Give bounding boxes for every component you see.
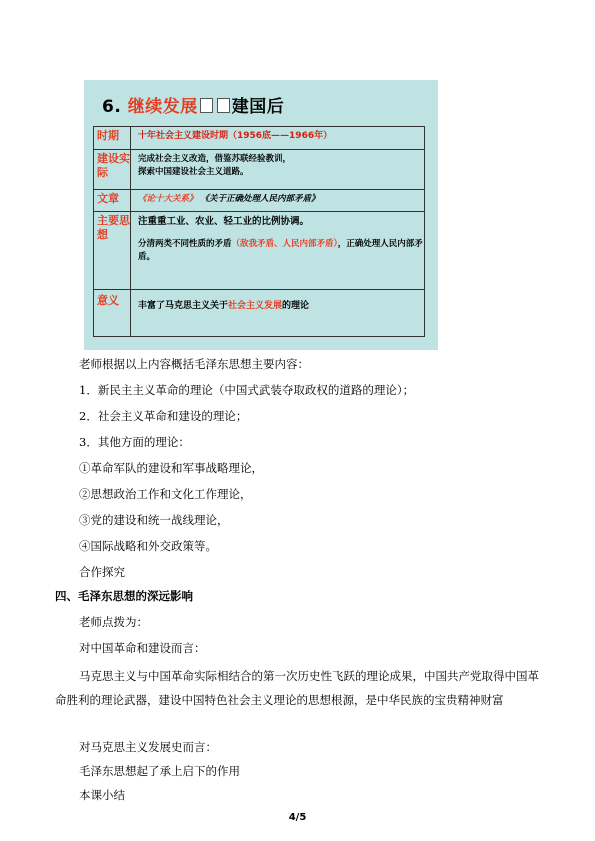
row-body-line <box>138 238 424 264</box>
row-body: 十年社会主义建设时期（1956底——1966年） <box>131 127 425 150</box>
contradiction-red: （敌我矛盾、人民内部矛盾） <box>231 239 338 249</box>
placeholder-box-icon <box>217 98 230 113</box>
china-intro: 对中国革命和建设而言： <box>79 641 206 655</box>
list-item: ③党的建设和统一战线理论， <box>79 513 229 527</box>
marx-intro: 对马克思主义发展史而言： <box>79 740 217 754</box>
table-row <box>94 212 425 290</box>
slide-title-suffix: 建国后 <box>231 97 285 117</box>
meaning-text: 丰富了马克思主义关于 <box>138 301 229 311</box>
china-body: 马克思主义与中国革命实际相结合的第一次历史性飞跃的理论成果，中国共产党取得中国革命胜利的理论武器，建设中国特色社会主义理论的思想根源，是中华民族的宝贵精神财富 <box>55 669 539 707</box>
row-body <box>131 212 425 290</box>
summary-text: 本课小结 <box>79 788 125 802</box>
contradiction-tail: ，正确处理人民内部矛盾。 <box>138 239 423 262</box>
slide-table <box>93 126 425 337</box>
table-row <box>94 150 425 190</box>
intro-text: 老师根据以上内容概括毛泽东思想主要内容： <box>79 357 309 371</box>
meaning-red: 社会主义发展 <box>228 301 283 311</box>
slide-image <box>84 80 438 350</box>
row-body <box>131 190 425 212</box>
marx-body: 毛泽东思想起了承上启下的作用 <box>79 764 240 778</box>
list-item: ④国际战略和外交政策等。 <box>79 539 217 553</box>
list-item: 1．新民主主义革命的理论（中国式武装夺取政权的道路的理论）； <box>79 383 415 397</box>
cooperate-text: 合作探究 <box>79 565 125 579</box>
row-head: 意义 <box>94 290 131 337</box>
table-row <box>94 290 425 337</box>
slide-title-number: 6. <box>102 97 122 117</box>
table-row <box>94 190 425 212</box>
row-head: 时期 <box>94 127 131 150</box>
row-body-line: 探索中国建设社会主义道路。 <box>138 167 249 177</box>
row-head: 主要思想 <box>94 212 131 290</box>
row-body-line: 完成社会主义改造，借鉴苏联经验教训， <box>138 154 292 164</box>
row-body <box>131 150 425 190</box>
meaning-tail: 的理论 <box>282 301 310 311</box>
row-head: 建设实际 <box>94 150 131 190</box>
placeholder-box-icon <box>200 98 213 113</box>
list-item: ①革命军队的建设和军事战略理论， <box>79 461 263 475</box>
list-item: 2．社会主义革命和建设的理论； <box>79 409 248 423</box>
list-item: 3．其他方面的理论： <box>79 435 190 449</box>
teacher-text: 老师点拨为： <box>79 615 148 629</box>
row-body <box>131 290 425 337</box>
table-row <box>94 127 425 150</box>
article-red: 《论十大关系》 <box>138 194 198 204</box>
page-number: 4/5 <box>288 812 307 823</box>
slide-title-red: 继续发展 <box>127 97 198 117</box>
article-black: 《关于正确处理人民内部矛盾》 <box>200 194 320 204</box>
row-body-line: 注重重工业、农业、轻工业的比例协调。 <box>138 216 310 227</box>
contradiction-text: 分清两类不同性质的矛盾 <box>138 239 232 249</box>
section-heading: 四、毛泽东思想的深远影响 <box>55 589 193 603</box>
slide-title <box>102 92 284 118</box>
row-head: 文章 <box>94 190 131 212</box>
list-item: ②思想政治工作和文化工作理论， <box>79 487 252 501</box>
